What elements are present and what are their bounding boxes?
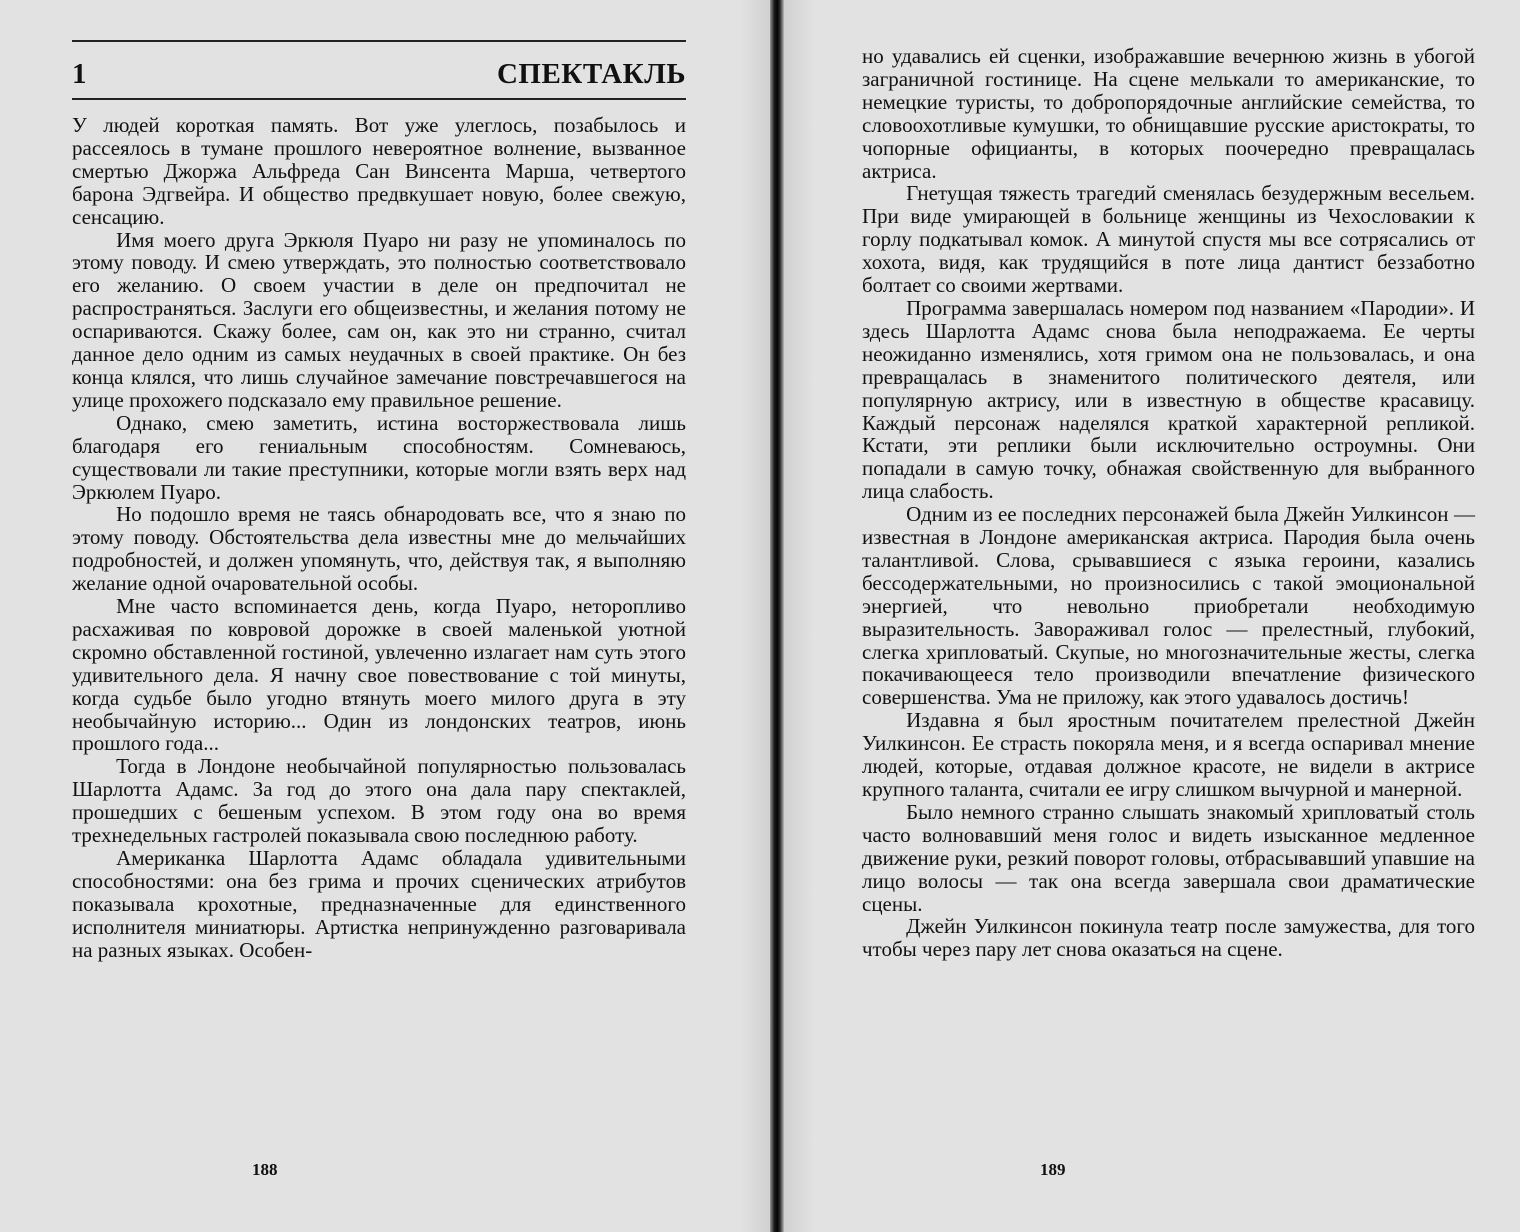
paragraph: У людей короткая память. Вот уже улеглось, позабылось и рассеялось в тумане прошлого невероятное волнение, вызванное смертью Джоржа Альфреда Сан Винсента Марша, четвертого барона Эдгвейра. И общество предвкушает новую, более свежую, сенсацию.: [72, 113, 686, 229]
paragraph: Имя моего друга Эркюля Пуаро ни разу не упоминалось по этому поводу. И смею утверждать, это полностью соответствовало его желанию. О своем участии в деле он предпочитал не распространяться. Заслуги его общеизвестны, и желания потому не оспариваются. Скажу более, сам он, как это ни странно, считал данное дело одним из самых неудачных в своей практике. Он без конца клялся, что лишь случайное замечание повстречавшегося на улице прохожего подсказало ему правильное решение.: [72, 227, 686, 412]
paragraph: Джейн Уилкинсон покинула театр после замужества, для того чтобы через пару лет снова оказаться на сцене.: [862, 914, 1475, 962]
right-page-body: [862, 45, 1475, 961]
gutter-shadow-left: [740, 0, 770, 1232]
left-page-body: [72, 114, 686, 962]
running-header: [72, 40, 686, 100]
paragraph: Американка Шарлотта Адамс обладала удивительными способностями: она без грима и прочих сценических атрибутов показывала крохотные, предназначенные для единственного исполнителя миниатюры. Артистка непринужденно разговаривала на разных языках. Особен-: [72, 846, 686, 962]
page-number-right: 189: [1040, 1160, 1066, 1179]
chapter-title: СПЕКТАКЛЬ: [496, 58, 686, 90]
paragraph: Но подошло время не таясь обнародовать все, что я знаю по этому поводу. Обстоятельства дела известны мне до мельчайших подробностей, и должен упомянуть, что, действуя так, я выполняю желание одной очаровательной особы.: [72, 502, 686, 596]
paragraph: Гнетущая тяжесть трагедий сменялась безудержным весельем. При виде умирающей в больнице женщины из Чехословакии к горлу подкатывал комок. А минутой спустя мы все сотрясались от хохота, видя, как трудящийся в поте лица дантист беззаботно болтает со своими жертвами.: [862, 181, 1475, 298]
paragraph: Мне часто вспоминается день, когда Пуаро, неторопливо расхаживая по ковровой дорожке в своей маленькой уютной скромно обставленной гостиной, увлеченно излагает нам суть этого удивительного дела. Я начну свое повествование с той минуты, когда судьбе было угодно втянуть моего милого друга в эту необычайную историю... Один из лондонских театров, июнь прошлого года...: [72, 594, 686, 756]
paragraph: Было немного странно слышать знакомый хрипловатый столь часто волновавший меня голос и видеть изысканное медленное движение руки, резкий поворот головы, отбрасывавший упавшие на лицо волосы — так она всегда завершала свои драматические сцены.: [862, 799, 1475, 916]
paragraph: Тогда в Лондоне необычайной популярностью пользовалась Шарлотта Адамс. За год до этого она дала пару спектаклей, прошедших с бешеным успехом. В этом году она во время трехнедельных гастролей показывала свою последнюю работу.: [72, 754, 686, 848]
chapter-number: 1: [72, 58, 87, 90]
paragraph-continuation: но удавались ей сценки, изображавшие вечернюю жизнь в убогой заграничной гостинице. На сцене мелькали то американские, то немецкие туристы, то добропорядочные английские семейства, то словоохотливые кумушки, то обнищавшие русские аристократы, то чопорные официанты, в которых поочередно превращалась актриса.: [862, 44, 1475, 183]
paragraph: Одним из ее последних персонажей была Джейн Уилкинсон — известная в Лондоне американская актриса. Пародия была очень талантливой. Слова, срывавшиеся с языка героини, казались бессодержательными, но произносились с такой эмоциональной энергией, что невольно приобретали необходимую выразительность. Завораживал голос — прелестный, глубокий, слегка хрипловатый. Скупые, но многозначительные жесты, слегка покачивающееся тело производили впечатление физического совершенства. Ума не приложу, как этого удавалось достичь!: [862, 502, 1475, 710]
book-gutter: [770, 0, 784, 1232]
gutter-shadow-right: [784, 0, 814, 1232]
paragraph: Издавна я был яростным почитателем прелестной Джейн Уилкинсон. Ее страсть покоряла меня, и я всегда оспаривал мнение людей, которые, отдавая должное красоте, не видели в актрисе крупного таланта, считали ее игру слишком вычурной и манерной.: [862, 708, 1475, 801]
page-number-left: 188: [252, 1160, 278, 1179]
paragraph: Однако, смею заметить, истина восторжествовала лишь благодаря его гениальным способностям. Сомневаюсь, существовали ли такие преступники, которые могли взять верх над Эркюлем Пуаро.: [72, 410, 686, 504]
paragraph: Программа завершалась номером под названием «Пародии». И здесь Шарлотта Адамс снова была неподражаема. Ее черты неожиданно изменялись, хотя гримом она не пользовалась, и она превращалась в знаменитого политического деятеля, или популярную актрису, или в известную в обществе красавицу. Каждый персонаж наделялся краткой характерной репликой. Кстати, эти реплики были исключительно остроумны. Они попадали в самую точку, обнажая свойственную для выбранного лица слабость.: [862, 295, 1475, 504]
